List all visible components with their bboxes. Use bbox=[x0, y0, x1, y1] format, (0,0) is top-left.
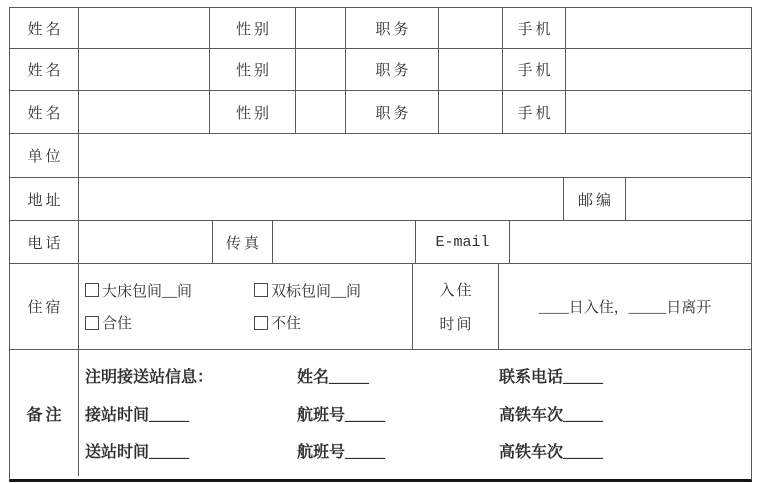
phone-input-cell[interactable] bbox=[79, 221, 213, 263]
option-twin-room[interactable] bbox=[254, 280, 361, 301]
option-big-bed-label: 大床包间__间 bbox=[102, 283, 193, 300]
postcode-label: 邮编 bbox=[564, 178, 626, 220]
mobile-label: 手机 bbox=[503, 49, 566, 90]
address-label: 地址 bbox=[10, 178, 79, 220]
postcode-input-cell[interactable] bbox=[626, 178, 751, 220]
option-no-stay[interactable] bbox=[254, 312, 301, 333]
mobile-input-cell[interactable] bbox=[566, 8, 751, 48]
position-label: 职务 bbox=[346, 91, 439, 133]
remarks-line-1 bbox=[85, 364, 751, 387]
dropoff-time-blank[interactable]: 送站时间_____ bbox=[85, 443, 190, 461]
person-row-3 bbox=[10, 91, 751, 134]
email-label: E-mail bbox=[416, 221, 510, 263]
email-input-cell[interactable] bbox=[510, 221, 751, 263]
checkbox-shared-icon[interactable] bbox=[85, 316, 99, 330]
person-row-1 bbox=[10, 8, 751, 49]
fax-label: 传真 bbox=[213, 221, 273, 263]
mobile-label: 手机 bbox=[503, 8, 566, 48]
name-label: 姓名 bbox=[10, 91, 79, 133]
gender-label: 性别 bbox=[210, 49, 296, 90]
checkbox-twin-icon[interactable] bbox=[254, 283, 268, 297]
checkbox-big-bed-icon[interactable] bbox=[85, 283, 99, 297]
contact-row bbox=[10, 221, 751, 264]
option-shared-room[interactable] bbox=[85, 312, 254, 333]
checkin-time-value-cell[interactable] bbox=[499, 264, 751, 349]
checkin-time-label bbox=[413, 264, 499, 349]
address-input-cell[interactable] bbox=[79, 178, 564, 220]
pickup-flight-number-blank[interactable]: 航班号_____ bbox=[297, 406, 386, 424]
checkin-time-label-line1: 入住 bbox=[439, 283, 474, 299]
option-twin-label: 双标包间__间 bbox=[271, 283, 362, 300]
accommodation-label: 住宿 bbox=[10, 264, 79, 349]
position-label: 职务 bbox=[346, 8, 439, 48]
organization-input-cell[interactable] bbox=[79, 134, 751, 177]
remarks-line-3 bbox=[85, 439, 751, 462]
organization-label: 单位 bbox=[10, 134, 79, 177]
dropoff-train-number-blank[interactable]: 高铁车次_____ bbox=[499, 443, 604, 461]
accommodation-options-line-1 bbox=[85, 280, 412, 301]
option-shared-label: 合住 bbox=[102, 316, 133, 333]
address-row bbox=[10, 178, 751, 221]
name-input-cell[interactable] bbox=[79, 91, 210, 133]
gender-input-cell[interactable] bbox=[296, 49, 346, 90]
checkbox-no-stay-icon[interactable] bbox=[254, 316, 268, 330]
position-input-cell[interactable] bbox=[439, 8, 503, 48]
position-input-cell[interactable] bbox=[439, 49, 503, 90]
option-big-bed-room[interactable] bbox=[85, 280, 254, 301]
registration-form-table bbox=[9, 7, 752, 482]
name-label: 姓名 bbox=[10, 49, 79, 90]
mobile-label: 手机 bbox=[503, 91, 566, 133]
name-input-cell[interactable] bbox=[79, 8, 210, 48]
remarks-content-cell[interactable] bbox=[79, 350, 751, 476]
remarks-label: 备注 bbox=[10, 350, 79, 476]
pickup-time-blank[interactable]: 接站时间_____ bbox=[85, 406, 190, 424]
gender-input-cell[interactable] bbox=[296, 91, 346, 133]
position-input-cell[interactable] bbox=[439, 91, 503, 133]
organization-row bbox=[10, 134, 751, 178]
fax-input-cell[interactable] bbox=[273, 221, 416, 263]
transfer-contact-phone-blank[interactable]: 联系电话_____ bbox=[499, 369, 604, 387]
accommodation-options-line-2 bbox=[85, 312, 412, 333]
remarks-line-2 bbox=[85, 402, 751, 425]
person-row-2 bbox=[10, 49, 751, 91]
gender-label: 性别 bbox=[210, 91, 296, 133]
transfer-name-blank[interactable]: 姓名_____ bbox=[297, 369, 370, 387]
mobile-input-cell[interactable] bbox=[566, 91, 751, 133]
name-input-cell[interactable] bbox=[79, 49, 210, 90]
gender-input-cell[interactable] bbox=[296, 8, 346, 48]
pickup-train-number-blank[interactable]: 高铁车次_____ bbox=[499, 406, 604, 424]
dropoff-flight-number-blank[interactable]: 航班号_____ bbox=[297, 443, 386, 461]
checkin-time-label-line2: 时间 bbox=[439, 317, 474, 333]
mobile-input-cell[interactable] bbox=[566, 49, 751, 90]
phone-label: 电话 bbox=[10, 221, 79, 263]
transfer-info-heading: 注明接送站信息： bbox=[85, 369, 214, 387]
option-no-stay-label: 不住 bbox=[271, 316, 302, 333]
remarks-row bbox=[10, 350, 751, 476]
accommodation-options-cell bbox=[79, 264, 413, 349]
position-label: 职务 bbox=[346, 49, 439, 90]
accommodation-row bbox=[10, 264, 751, 350]
name-label: 姓名 bbox=[10, 8, 79, 48]
gender-label: 性别 bbox=[210, 8, 296, 48]
checkin-time-blanks: ____日入住，_____日离开 bbox=[538, 300, 712, 316]
